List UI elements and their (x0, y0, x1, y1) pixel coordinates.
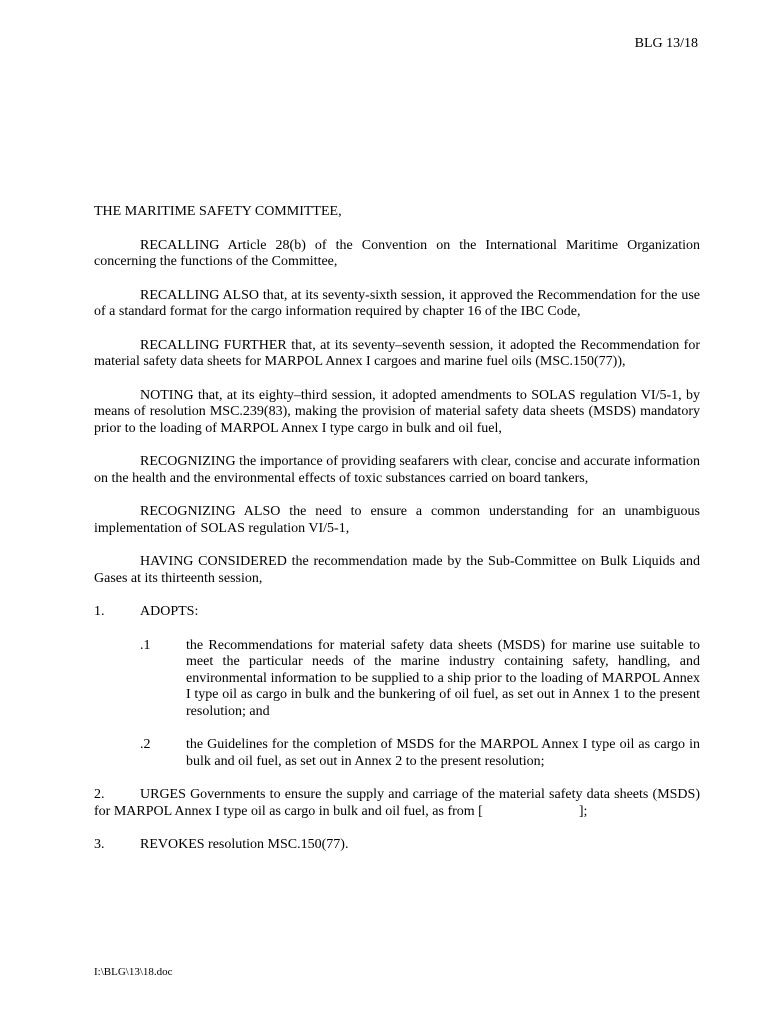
file-path-footer: I:\BLG\13\18.doc (94, 966, 173, 978)
subitem-1 (140, 638, 700, 721)
item-text: ADOPTS: (140, 604, 199, 619)
subitem-text: the Recommendations for material safety data sheets (MSDS) for marine use suitable to meet the particular needs of the marine industry containing safety, handling, and environmental information to be supplied to a ship prior to the loading of MARPOL Annex I type oil as cargo in bulk and the bunkering of oil fuel, as set out in Annex 1 to the present resolution; and (186, 637, 700, 719)
preamble-recognizing-also: RECOGNIZING ALSO the need to ensure a common understanding for an unambiguous implementation of SOLAS regulation VI/5-1, (94, 504, 700, 536)
subitem-2 (140, 737, 700, 770)
bracket-close: ]; (578, 803, 588, 819)
committee-heading: THE MARITIME SAFETY COMMITTEE, (94, 204, 342, 219)
operative-item-3 (94, 837, 700, 854)
item-text: URGES Governments to ensure the supply and carriage of the material safety data sheets (MSDS) for MARPOL Annex I type oil as cargo in bulk and oil fuel, as from [ (94, 787, 700, 819)
subitem-number: .2 (140, 737, 151, 752)
adopts-subitems (94, 638, 700, 771)
preamble-noting: NOTING that, at its eighty–third session, it adopted amendments to SOLAS regulation VI/5-1, by means of resolution MSC.239(83), making the provision of material safety data sheets (MSDS) mandatory prior to the loading of MARPOL Annex I type cargo in bulk and oil fuel, (94, 387, 700, 436)
item-text: REVOKES resolution MSC.150(77). (140, 837, 349, 852)
preamble-recalling: RECALLING Article 28(b) of the Convention on the International Maritime Organization concerning the functions of the Committee, (94, 237, 700, 269)
subitem-text: the Guidelines for the completion of MSDS for the MARPOL Annex I type oil as cargo in bulk and oil fuel, as set out in Annex 2 to the present resolution; (186, 737, 700, 769)
preamble-having-considered: HAVING CONSIDERED the recommendation made by the Sub-Committee on Bulk Liquids and Gases at its thirteenth session, (94, 554, 700, 586)
document-reference: BLG 13/18 (634, 36, 698, 51)
item-number: 2. (94, 787, 105, 802)
operative-item-2 (94, 787, 700, 820)
preamble-recognizing: RECOGNIZING the importance of providing seafarers with clear, concise and accurate information on the health and the environmental effects of toxic substances carried on board tankers, (94, 454, 701, 486)
preamble-recalling-also: RECALLING ALSO that, at its seventy-sixth session, it approved the Recommendation for the use of a standard format for the cargo information required by chapter 16 of the IBC Code, (94, 287, 700, 319)
preamble-recalling-further: RECALLING FURTHER that, at its seventy–seventh session, it adopted the Recommendation for material safety data sheets for MARPOL Annex I cargoes and marine fuel oils (MSC.150(77)), (94, 337, 700, 369)
item-number: 3. (94, 837, 105, 852)
subitem-number: .1 (140, 637, 151, 653)
item-number: 1. (94, 604, 105, 619)
resolution-body (94, 204, 700, 871)
operative-item-1 (94, 604, 700, 621)
